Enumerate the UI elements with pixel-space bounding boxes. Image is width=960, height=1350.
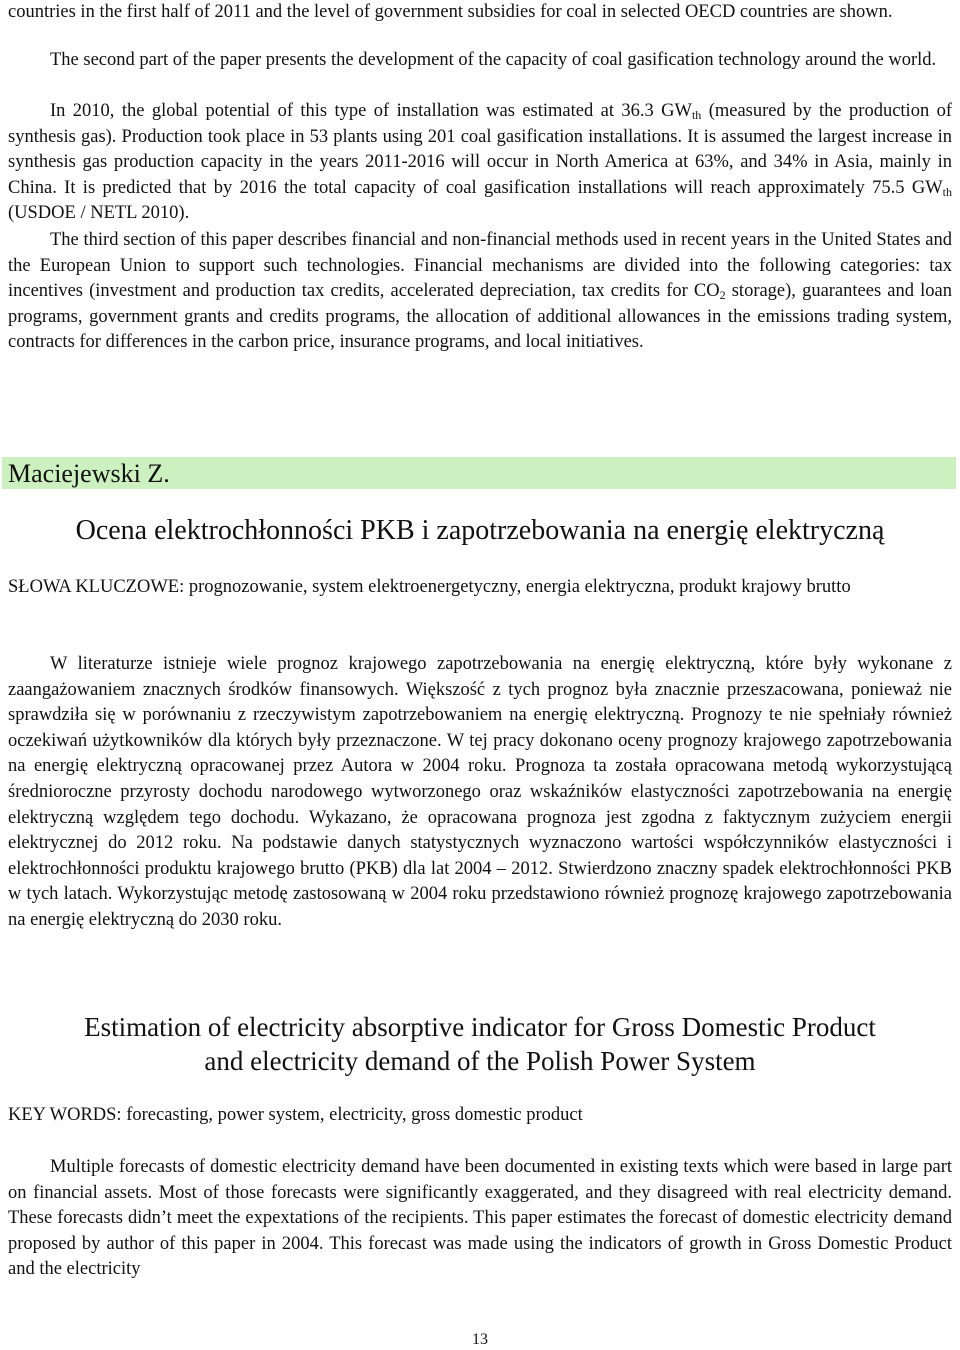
polish-abstract: W literaturze istnieje wiele prognoz krajowego zapotrzebowania na energię elektryczną, które były wykonane z zaangażowaniem znacznych środków finansowych. Większość z tych prognoz była znacznie przeszacowana, ponieważ nie sprawdziła się w porównaniu z rzeczywistym zapotrzebowaniem na energię elektryczną. Prognozy te nie spełniały również oczekiwań użytkowników dla których były przeznaczone. W tej pracy dokonano oceny prognozy krajowego zapotrzebowania na energię elektryczną opracowanej przez Autora w 2004 roku. Prognoza ta została opracowana metodą wykorzystującą średnioroczne przyrosty dochodu narodowego wytworzonego oraz wskaźników elastyczności zapotrzebowania na energię elektryczną względem tego dochodu. Wykazano, że opracowana prognoza jest zgodna z faktycznym zużyciem energii elektrycznej do 2012 roku. Na podstawie danych statystycznych wyznaczono wartości współczynników elastyczności i elektrochłonności produktu krajowego brutto (PKB) dla lat 2004 – 2012. Stwierdzono znaczny spadek elektrochłonności PKB w tych latach. Wykorzystując metodę zastosowaną w 2004 roku przedstawiono również prognozę krajowego zapotrzebowania na energię elektryczną do 2030 roku. — [8, 654, 952, 930]
page-number: 13 — [472, 1331, 488, 1348]
polish-title: Ocena elektrochłonności PKB i zapotrzebowania na energię elektryczną — [75, 515, 885, 546]
subscript-th: th — [942, 184, 952, 199]
text: storage), guarantees and loan programs, government grants and credits programs, the allocation of additional allowances in the emissions trading system, contracts for differences in the carbon price, insurance programs, and local initiatives. — [8, 281, 952, 353]
subscript-2: 2 — [719, 288, 726, 303]
author-name: Maciejewski Z. — [8, 459, 170, 488]
subscript-th: th — [691, 108, 702, 122]
text: (measured by the production of synthesis gas). Production took place in 53 plants using 201 coal gasification installations. It is assumed the largest increase in synthesis gas production capacity in the years 2011-2016 will occur in North America at 63%, and 34% in Asia, mainly in China. It is predicted that by 2016 the total capacity of coal gasification installations will reach approximately 75.5 GW — [8, 101, 952, 198]
paragraph-second-part — [8, 48, 952, 74]
text: The second part of the paper presents the development of the capacity of coal gasification technology around the world. — [50, 50, 937, 70]
text: countries in the first half of 2011 and the level of government subsidies for coal in selected OECD countries are shown. — [8, 2, 893, 22]
english-abstract: Multiple forecasts of domestic electricity demand have been documented in existing texts which were based in large part on financial assets. Most of those forecasts were significantly exaggerated, and they disagreed with real electricity demand. These forecasts didn’t meet the expextations of the recipients. This paper estimates the forecast of domestic electricity demand proposed by author of this paper in 2004. This forecast was made using the indicators of growth in Gross Domestic Product and the electricity — [8, 1157, 952, 1280]
text: The third section of this paper describes financial and non-financial methods used in recent years in the United States and the European Union to support such technologies. Financial mechanisms are divided into the following categories: tax incentives (investment and production tax credits, accelerated depreciation, tax credits for CO — [8, 230, 952, 302]
text: (USDOE / NETL 2010). — [8, 203, 190, 224]
english-title-line1: Estimation of electricity absorptive indicator for Gross Domestic Product — [84, 1012, 876, 1042]
english-keywords: KEY WORDS: forecasting, power system, electricity, gross domestic product — [8, 1105, 583, 1125]
english-title-line2: and electricity demand of the Polish Power System — [204, 1046, 756, 1076]
polish-keywords: SŁOWA KLUCZOWE: prognozowanie, system elektroenergetyczny, energia elektryczna, produkt krajowy brutto — [8, 577, 851, 597]
english-title — [0, 1010, 960, 1078]
text: In 2010, the global potential of this type of installation was estimated at 36.3 GW — [50, 101, 692, 121]
paragraph-third-section — [8, 228, 952, 356]
paragraph-gasification-capacity — [8, 99, 952, 227]
paragraph-subsidies-continued — [8, 0, 952, 26]
